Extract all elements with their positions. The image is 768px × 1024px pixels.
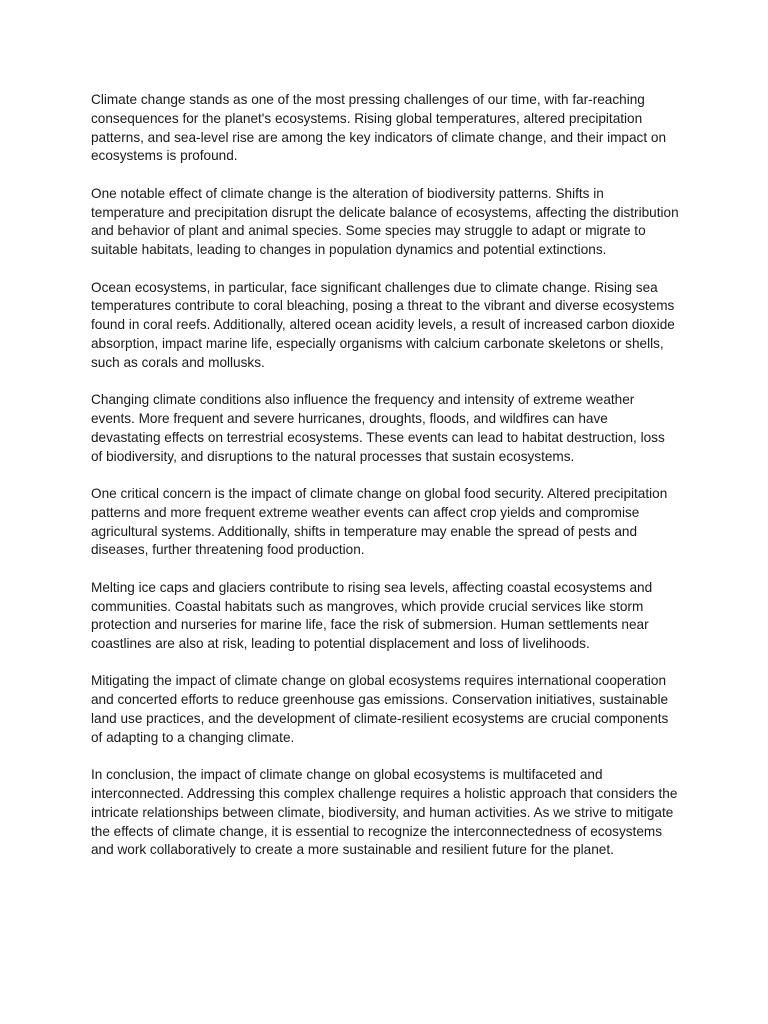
paragraph-8: In conclusion, the impact of climate change on global ecosystems is multifaceted and interconnected. Addressing this complex challenge requires a holistic approach that considers the intricate relationships between climate, biodiversity, and human activities. As we strive to mitigate the effects of climate change, it is essential to recognize the interconnectedness of ecosystems and work collaboratively to create a more sustainable and resilient future for the planet. (91, 767, 678, 858)
paragraph-3: Ocean ecosystems, in particular, face significant challenges due to climate change. Rising sea temperatures contribute to coral bleaching, posing a threat to the vibrant and diverse ecosystems found in coral reefs. Additionally, altered ocean acidity levels, a result of increased carbon dioxide absorption, impact marine life, especially organisms with calcium carbonate skeletons or shells, such as corals and mollusks. (91, 279, 675, 370)
paragraph-4: Changing climate conditions also influence the frequency and intensity of extreme weather events. More frequent and severe hurricanes, droughts, floods, and wildfires can have devastating effects on terrestrial ecosystems. These events can lead to habitat destruction, loss of biodiversity, and disruptions to the natural processes that sustain ecosystems. (91, 392, 665, 464)
paragraph-2: One notable effect of climate change is the alteration of biodiversity patterns. Shifts in temperature and precipitation disrupt the delicate balance of ecosystems, affecting the distribution and behavior of plant and animal species. Some species may struggle to adapt or migrate to suitable habitats, leading to changes in population dynamics and potential extinctions. (91, 185, 679, 258)
paragraph-1: Climate change stands as one of the most pressing challenges of our time, with far-reaching consequences for the planet's ecosystems. Rising global temperatures, altered precipitation patterns, and sea-level rise are among the key indicators of climate change, and their impact on ecosystems is profound. (91, 92, 667, 164)
paragraph-7: Mitigating the impact of climate change on global ecosystems requires international cooperation and concerted efforts to reduce greenhouse gas emissions. Conservation initiatives, sustainable land use practices, and the development of climate-resilient ecosystems are crucial components of adapting to a changing climate. (91, 673, 669, 745)
paragraph-5: One critical concern is the impact of climate change on global food security. Altered precipitation patterns and more frequent extreme weather events can affect crop yields and compromise agricultural systems. Additionally, shifts in temperature may enable the spread of pests and diseases, further threatening food production. (91, 485, 668, 558)
paragraph-6: Melting ice caps and glaciers contribute to rising sea levels, affecting coastal ecosystems and communities. Coastal habitats such as mangroves, which provide crucial services like storm protection and nurseries for marine life, face the risk of submersion. Human settlements near coastlines are also at risk, leading to potential displacement and loss of livelihoods. (91, 579, 653, 652)
document-body (91, 91, 679, 879)
